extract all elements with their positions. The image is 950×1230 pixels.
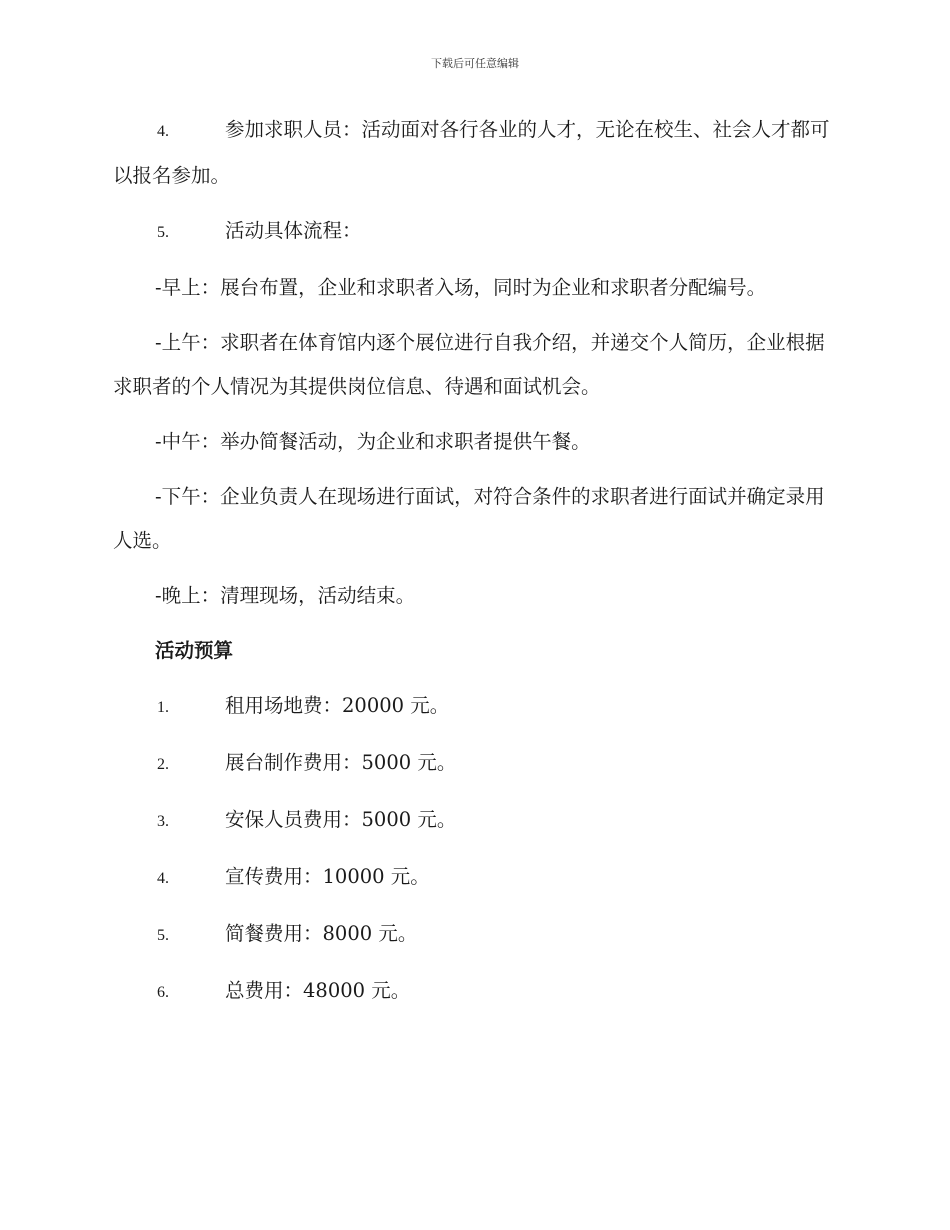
schedule-morning: -早上：展台布置，企业和求职者入场，同时为企业和求职者分配编号。 (155, 276, 767, 299)
list-number: 4. (157, 870, 169, 887)
schedule-evening: -晚上：清理现场，活动结束。 (155, 584, 416, 607)
header-note: 下载后可任意编辑 (431, 57, 519, 70)
list-number: 5. (157, 927, 169, 944)
budget-item-total (113, 969, 838, 1015)
list-text: 宣传费用：10000 元。 (225, 865, 430, 888)
list-number: 6. (157, 984, 169, 1001)
budget-item (113, 741, 838, 787)
list-text: 租用场地费：20000 元。 (225, 694, 450, 717)
list-text: 简餐费用：8000 元。 (225, 922, 418, 945)
list-text: 总费用：48000 元。 (225, 979, 411, 1002)
list-item-process (113, 209, 838, 255)
list-text: 展台制作费用：5000 元。 (225, 751, 457, 774)
list-text: 活动具体流程： (225, 219, 362, 242)
list-number: 4. (157, 123, 169, 140)
list-text: 参加求职人员：活动面对各行各业的人才，无论在校生、社会人才都可以报名参加。 (113, 118, 830, 187)
document-body (113, 108, 838, 1026)
list-number: 2. (157, 756, 169, 773)
budget-heading: 活动预算 (155, 639, 234, 662)
list-number: 1. (157, 699, 169, 716)
schedule-noon: -中午：举办简餐活动，为企业和求职者提供午餐。 (155, 430, 591, 453)
list-number: 3. (157, 813, 169, 830)
schedule-afternoon: -下午：企业负责人在现场进行面试，对符合条件的求职者进行面试并确定录用人选。 (113, 485, 825, 552)
list-text: 安保人员费用：5000 元。 (225, 808, 457, 831)
list-number: 5. (157, 224, 169, 241)
budget-item (113, 912, 838, 958)
schedule-forenoon: -上午：求职者在体育馆内逐个展位进行自我介绍，并递交个人简历，企业根据求职者的个人情况为其提供岗位信息、待遇和面试机会。 (113, 331, 825, 398)
budget-item (113, 855, 838, 901)
budget-item (113, 798, 838, 844)
budget-item (113, 684, 838, 730)
list-item-participants (113, 108, 838, 198)
